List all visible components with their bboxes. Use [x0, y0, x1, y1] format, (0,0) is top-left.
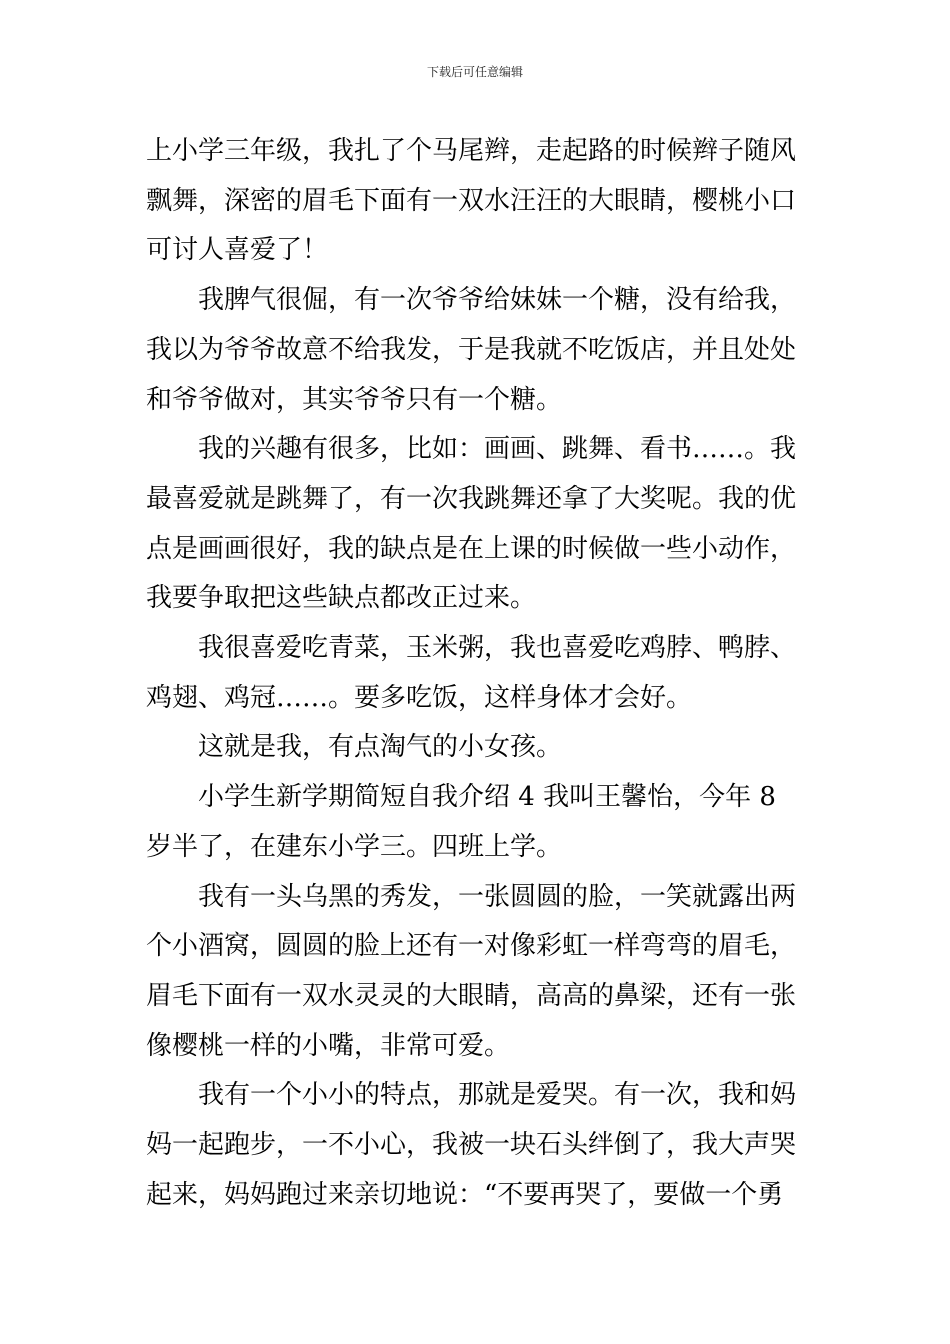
paragraph-3: 我的兴趣有很多，比如：画画、跳舞、看书……。我最喜爱就是跳舞了，有一次我跳舞还拿了大奖呢。我的优点是画画很好，我的缺点是在上课的时候做一些小动作，我要争取把这些缺点都改正过来。 [146, 434, 797, 614]
paragraph-1: 上小学三年级，我扎了个马尾辫，走起路的时候辫子随风飘舞，深密的眉毛下面有一双水汪汪的大眼睛，樱桃小口可讨人喜爱了！ [146, 136, 797, 266]
paragraph-6: 小学生新学期简短自我介绍 4 我叫王馨怡，今年 8 岁半了，在建东小学三。四班上学。 [146, 782, 776, 862]
paragraph-8: 我有一个小小的特点，那就是爱哭。有一次，我和妈妈一起跑步，一不小心，我被一块石头绊倒了，我大声哭起来，妈妈跑过来亲切地说：“不要再哭了，要做一个勇 [146, 1080, 797, 1210]
paragraph-7: 我有一头乌黑的秀发，一张圆圆的脸，一笑就露出两个小酒窝，圆圆的脸上还有一对像彩虹一样弯弯的眉毛，眉毛下面有一双水灵灵的大眼睛，高高的鼻梁，还有一张像樱桃一样的小嘴，非常可爱。 [146, 881, 797, 1061]
paragraph-2: 我脾气很倔，有一次爷爷给妹妹一个糖，没有给我，我以为爷爷故意不给我发，于是我就不吃饭店，并且处处和爷爷做对，其实爷爷只有一个糖。 [146, 285, 797, 415]
paragraph-5: 这就是我，有点淘气的小女孩。 [198, 732, 563, 763]
page-header: 下载后可任意编辑 [426, 65, 523, 79]
paragraph-4: 我很喜爱吃青菜，玉米粥，我也喜爱吃鸡脖、鸭脖、鸡翅、鸡冠……。要多吃饭，这样身体才会好。 [146, 633, 797, 713]
document-body [146, 127, 806, 1220]
